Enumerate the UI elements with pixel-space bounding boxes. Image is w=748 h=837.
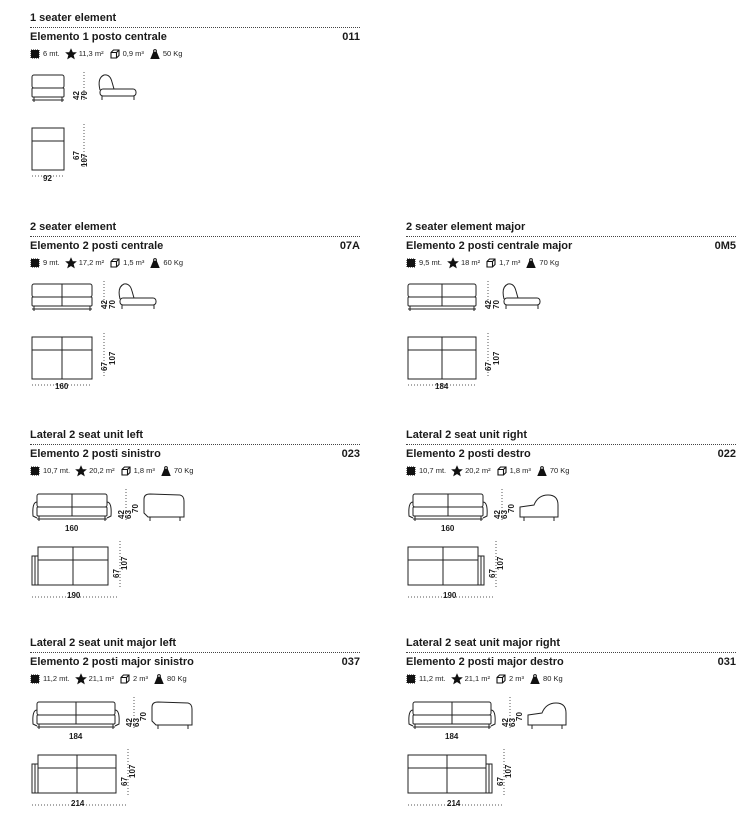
- spec-area-value: 21,1: [88, 674, 104, 683]
- spec-volume-unit: m³: [135, 49, 144, 58]
- length-icon: [406, 466, 416, 476]
- area-icon: [76, 674, 86, 684]
- dotted-divider: [30, 27, 360, 28]
- spec-area-unit: m²: [481, 674, 491, 683]
- depth-a-label: 67: [112, 569, 121, 578]
- spec-area: [66, 49, 104, 59]
- spec-length-value: 11,2: [43, 674, 58, 683]
- spec-area-value: 18: [460, 258, 470, 267]
- spec-weight: [150, 258, 183, 268]
- volume-icon: [497, 466, 507, 476]
- spec-weight-unit: Kg: [184, 466, 194, 475]
- width-label: 92: [43, 174, 52, 183]
- drawings-svg: [30, 72, 180, 202]
- spec-volume-unit: m³: [146, 466, 155, 475]
- spec-length-value: 10,7: [419, 466, 434, 475]
- dotted-divider: [30, 444, 360, 445]
- width-label: 190: [443, 591, 457, 600]
- product-code: 031: [717, 656, 736, 668]
- depth-a-label: 67: [100, 362, 109, 371]
- spec-volume-value: 0,9: [122, 49, 134, 58]
- spec-length-value: 9: [43, 258, 48, 267]
- spec-volume: [121, 466, 155, 476]
- lateral-side-profile: [152, 702, 192, 729]
- spec-weight: [150, 49, 183, 59]
- spec-length-unit: mt.: [435, 466, 447, 475]
- plan-view: [408, 337, 476, 379]
- spec-volume: [496, 674, 524, 684]
- spec-weight-unit: Kg: [553, 674, 563, 683]
- depth-b-label: 107: [492, 351, 501, 365]
- spec-row: [30, 466, 199, 476]
- height-a-label: 42: [484, 300, 493, 309]
- weight-icon: [161, 466, 171, 476]
- height-b-label: 70: [108, 300, 117, 309]
- height-a-label: 42: [493, 510, 502, 519]
- weight-icon: [150, 258, 160, 268]
- spec-row: [30, 258, 189, 268]
- spec-length: [406, 674, 446, 684]
- dotted-divider: [406, 236, 736, 237]
- seat-width-label: 160: [65, 524, 79, 533]
- volume-icon: [120, 674, 130, 684]
- spec-volume: [110, 49, 144, 59]
- drawings-svg: [406, 489, 626, 609]
- spec-weight-value: 70: [173, 466, 183, 475]
- spec-area-unit: m²: [481, 466, 491, 475]
- front-view: [32, 284, 92, 311]
- spec-weight: [161, 466, 194, 476]
- spec-volume-value: 1,8: [509, 466, 521, 475]
- height-b-label: 70: [80, 91, 89, 100]
- plan-view: [408, 755, 492, 793]
- spec-volume: [120, 674, 148, 684]
- depth-a-label: 67: [484, 362, 493, 371]
- weight-icon: [526, 258, 536, 268]
- spec-weight-value: 80: [543, 674, 552, 683]
- depth-a-label: 67: [496, 777, 505, 786]
- plan-view: [408, 547, 484, 585]
- spec-area: [76, 466, 114, 476]
- italian-title: Elemento 2 posti major sinistro: [30, 656, 194, 668]
- height-b-label: 70: [492, 300, 501, 309]
- spec-length: [406, 258, 442, 268]
- spec-row: [406, 258, 565, 268]
- element-block-023: [30, 429, 365, 629]
- width-label: 184: [435, 382, 449, 391]
- depth-b-label: 107: [128, 764, 137, 778]
- volume-icon: [110, 258, 120, 268]
- area-icon: [448, 258, 458, 268]
- spec-area-value: 20,2: [465, 466, 480, 475]
- weight-icon: [154, 674, 164, 684]
- spec-area: [452, 674, 490, 684]
- depth-b-label: 107: [108, 351, 117, 365]
- spec-length-value: 9,5: [419, 258, 430, 267]
- plan-view: [32, 755, 116, 793]
- dotted-divider: [406, 444, 736, 445]
- spec-length-unit: mt.: [49, 258, 60, 267]
- height-a-label: 42: [72, 91, 81, 100]
- italian-title: Elemento 1 posto centrale: [30, 31, 167, 43]
- height-b-label: 70: [507, 504, 516, 513]
- spec-weight-value: 70: [549, 466, 559, 475]
- area-icon: [452, 466, 462, 476]
- volume-icon: [110, 49, 120, 59]
- area-icon: [76, 466, 86, 476]
- depth-a-label: 67: [120, 777, 129, 786]
- english-title: 2 seater element: [30, 221, 117, 233]
- product-code: 037: [341, 656, 360, 668]
- spec-area-unit: m²: [95, 258, 105, 267]
- plan-view: [32, 547, 108, 585]
- length-icon: [30, 258, 40, 268]
- italian-title: Elemento 2 posti major destro: [406, 656, 564, 668]
- spec-area-value: 11,3: [78, 49, 93, 58]
- length-icon: [30, 49, 40, 59]
- height-b-label: 70: [515, 712, 524, 721]
- weight-icon: [537, 466, 547, 476]
- spec-length: [30, 258, 60, 268]
- spec-area-unit: m²: [94, 49, 104, 58]
- spec-area-unit: m²: [105, 674, 115, 683]
- lateral-side-profile: [528, 703, 566, 729]
- spec-area: [66, 258, 104, 268]
- height-a-label: 42: [125, 718, 134, 727]
- depth-b-label: 107: [504, 764, 513, 778]
- spec-length-unit: mt.: [49, 49, 60, 58]
- front-view: [409, 702, 495, 729]
- front-view: [33, 702, 119, 729]
- height-b-label: 70: [131, 504, 140, 513]
- spec-length-unit: mt.: [435, 674, 446, 683]
- plan-view: [32, 128, 64, 170]
- spec-weight-unit: Kg: [560, 466, 570, 475]
- lateral-side-profile: [144, 494, 184, 521]
- spec-volume-value: 2: [133, 674, 138, 683]
- height-c-label: 63: [508, 718, 517, 727]
- spec-length-unit: mt.: [59, 466, 71, 475]
- spec-row: [406, 674, 569, 684]
- height-c-label: 63: [500, 510, 509, 519]
- spec-area: [76, 674, 114, 684]
- spec-volume: [486, 258, 520, 268]
- english-title: Lateral 2 seat unit left: [30, 429, 144, 441]
- weight-icon: [150, 49, 160, 59]
- drawings-svg: [406, 281, 606, 411]
- spec-row: [30, 49, 188, 59]
- english-title: Lateral 2 seat unit right: [406, 429, 528, 441]
- spec-weight-value: 80: [167, 674, 176, 683]
- spec-length: [30, 674, 70, 684]
- front-view: [409, 494, 487, 521]
- dotted-divider: [406, 652, 736, 653]
- spec-volume-value: 1,7: [499, 258, 510, 267]
- depth-a-label: 67: [72, 151, 81, 160]
- spec-length-value: 6: [43, 49, 48, 58]
- spec-weight-unit: Kg: [549, 258, 560, 267]
- element-block-022: [406, 429, 741, 629]
- volume-icon: [496, 674, 506, 684]
- spec-weight: [526, 258, 559, 268]
- spec-weight: [537, 466, 570, 476]
- spec-length: [30, 49, 60, 59]
- side-profile: [99, 75, 136, 100]
- spec-length-value: 11,2: [419, 674, 434, 683]
- length-icon: [406, 674, 416, 684]
- spec-weight: [154, 674, 187, 684]
- height-a-label: 42: [501, 718, 510, 727]
- element-block-037: [30, 637, 365, 837]
- spec-volume-unit: m³: [511, 258, 521, 267]
- spec-length: [30, 466, 70, 476]
- spec-volume: [497, 466, 531, 476]
- spec-volume-unit: m³: [139, 674, 149, 683]
- spec-volume-unit: m³: [515, 674, 525, 683]
- spec-volume-value: 2: [509, 674, 514, 683]
- height-c-label: 63: [124, 510, 133, 519]
- spec-area: [452, 466, 490, 476]
- spec-weight-unit: Kg: [173, 49, 183, 58]
- spec-area: [448, 258, 480, 268]
- depth-b-label: 107: [496, 556, 505, 570]
- spec-area-value: 21,1: [464, 674, 480, 683]
- spec-area-value: 17,2: [78, 258, 94, 267]
- product-code: 023: [341, 448, 360, 460]
- element-block-011: [30, 12, 365, 212]
- element-block-031: [406, 637, 741, 837]
- depth-a-label: 67: [488, 569, 497, 578]
- height-c-label: 63: [132, 718, 141, 727]
- width-label: 214: [71, 799, 85, 808]
- seat-width-label: 160: [441, 524, 455, 533]
- english-title: Lateral 2 seat unit major left: [30, 637, 177, 649]
- spec-volume: [110, 258, 144, 268]
- lateral-side-profile: [520, 495, 558, 521]
- spec-volume-value: 1,8: [133, 466, 145, 475]
- product-code: 07A: [339, 240, 360, 252]
- side-profile: [119, 284, 156, 309]
- english-title: Lateral 2 seat unit major right: [406, 637, 561, 649]
- front-view: [32, 75, 64, 102]
- spec-weight-value: 70: [539, 258, 548, 267]
- height-a-label: 42: [100, 300, 109, 309]
- product-code: 022: [717, 448, 736, 460]
- depth-b-label: 107: [80, 153, 89, 167]
- area-icon: [66, 49, 76, 59]
- spec-weight-unit: Kg: [177, 674, 187, 683]
- drawings-svg: [30, 281, 230, 411]
- spec-volume-value: 1,5: [123, 258, 134, 267]
- english-title: 1 seater element: [30, 12, 117, 24]
- width-label: 214: [447, 799, 461, 808]
- width-label: 190: [67, 591, 81, 600]
- spec-row: [30, 674, 193, 684]
- drawings-svg: [30, 489, 250, 609]
- spec-weight-unit: Kg: [173, 258, 184, 267]
- spec-volume-unit: m³: [522, 466, 531, 475]
- italian-title: Elemento 2 posti destro: [406, 448, 531, 460]
- plan-view: [32, 337, 92, 379]
- dotted-divider: [30, 236, 360, 237]
- product-code: 0M5: [714, 240, 736, 252]
- length-icon: [30, 674, 40, 684]
- spec-length-unit: mt.: [59, 674, 70, 683]
- width-label: 160: [55, 382, 69, 391]
- spec-weight-value: 50: [162, 49, 172, 58]
- spec-weight-value: 60: [163, 258, 172, 267]
- italian-title: Elemento 2 posti sinistro: [30, 448, 161, 460]
- front-view: [33, 494, 111, 521]
- length-icon: [406, 258, 416, 268]
- english-title: 2 seater element major: [406, 221, 526, 233]
- italian-title: Elemento 2 posti centrale major: [406, 240, 573, 252]
- area-icon: [452, 674, 462, 684]
- product-code: 011: [342, 31, 360, 43]
- height-a-label: 42: [117, 510, 126, 519]
- height-b-label: 70: [139, 712, 148, 721]
- volume-icon: [486, 258, 496, 268]
- side-profile: [503, 284, 540, 309]
- seat-width-label: 184: [69, 732, 83, 741]
- weight-icon: [530, 674, 540, 684]
- spec-length-unit: mt.: [431, 258, 442, 267]
- length-icon: [30, 466, 40, 476]
- spec-length: [406, 466, 446, 476]
- element-block-07a: [30, 221, 365, 421]
- depth-b-label: 107: [120, 556, 129, 570]
- spec-area-unit: m²: [105, 466, 115, 475]
- area-icon: [66, 258, 76, 268]
- spec-weight: [530, 674, 563, 684]
- spec-area-unit: m²: [471, 258, 481, 267]
- seat-width-label: 184: [445, 732, 459, 741]
- volume-icon: [121, 466, 131, 476]
- spec-volume-unit: m³: [135, 258, 145, 267]
- spec-row: [406, 466, 575, 476]
- italian-title: Elemento 2 posti centrale: [30, 240, 164, 252]
- element-block-0m5: [406, 221, 741, 421]
- spec-area-value: 20,2: [89, 466, 104, 475]
- front-view: [408, 284, 476, 311]
- dotted-divider: [30, 652, 360, 653]
- spec-length-value: 10,7: [43, 466, 58, 475]
